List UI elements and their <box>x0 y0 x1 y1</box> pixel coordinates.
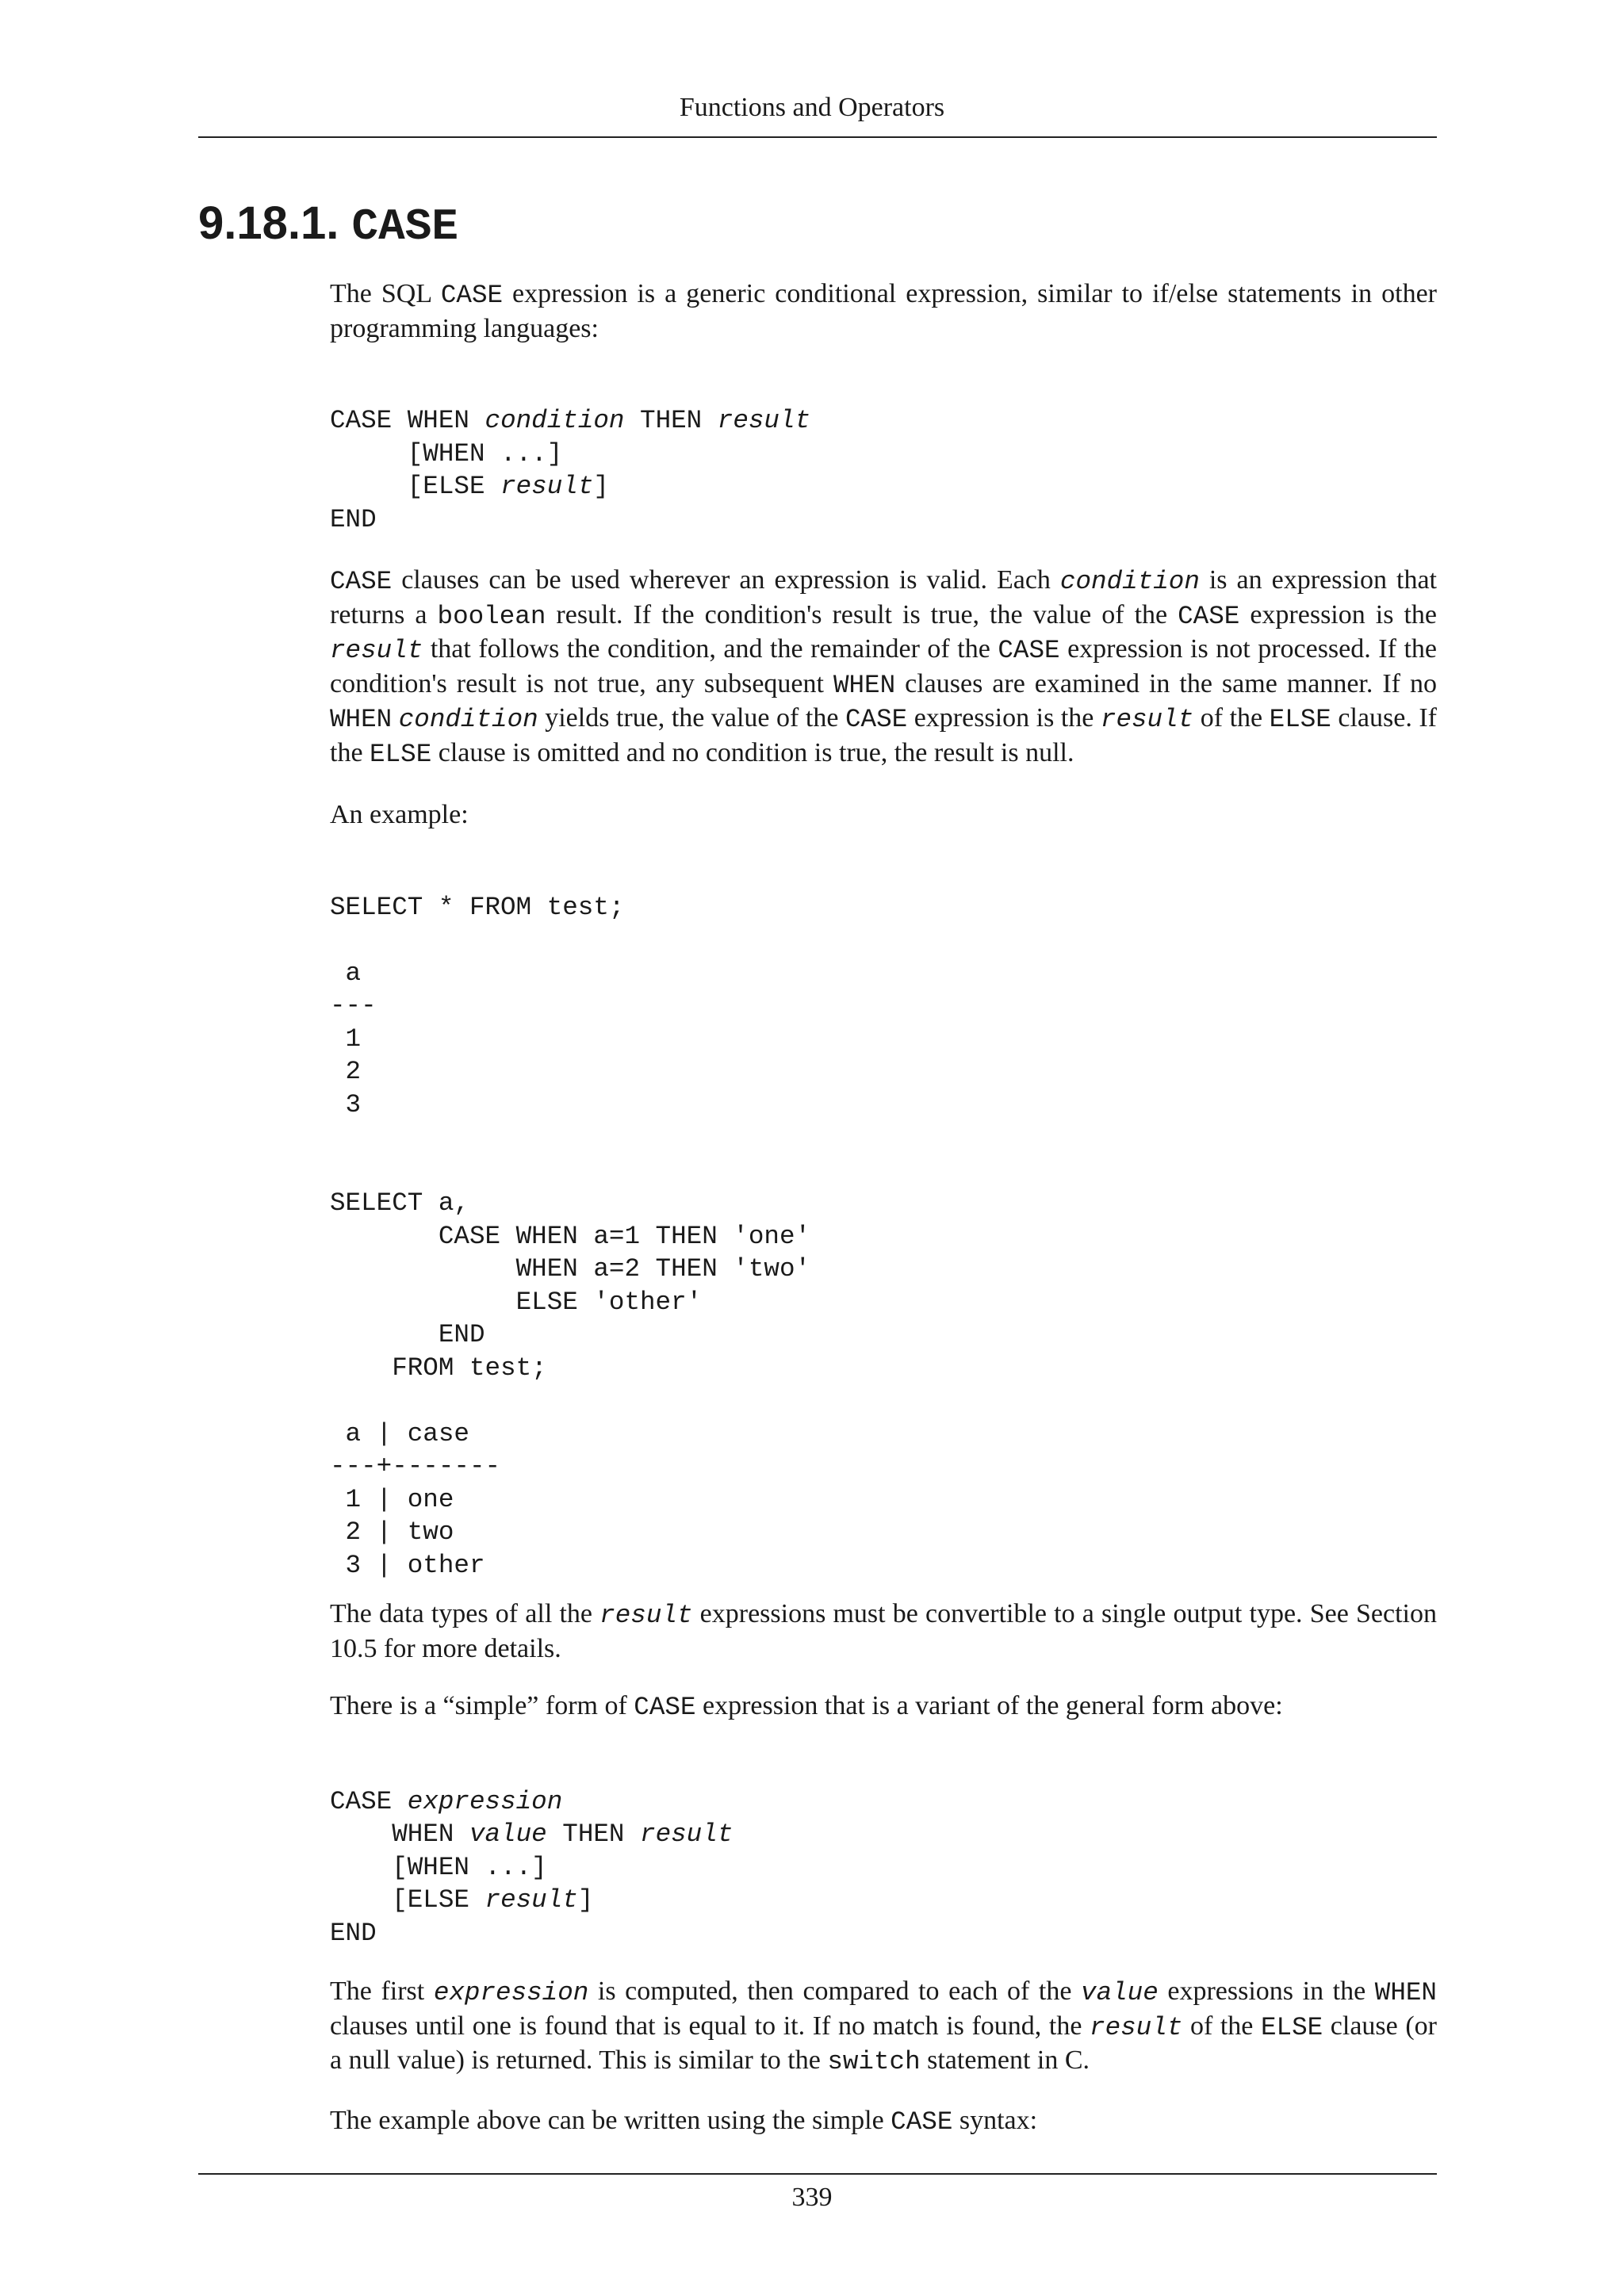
example-label: An example: <box>330 800 469 829</box>
section-number: 9.18.1. <box>198 197 339 249</box>
case-syntax-code-block: CASE WHEN condition THEN result [WHEN ...] [ELSE result] END <box>330 406 811 534</box>
section-heading <box>198 195 458 255</box>
example-code-block: SELECT * FROM test; a --- 1 2 3 SELECT a, CASE WHEN a=1 THEN 'one' WHEN a=2 THEN 'two' ELSE 'other' END FROM test; a | case ---+------- 1 | one 2 | two 3 | other <box>330 892 811 1580</box>
section-title: CASE <box>351 201 458 252</box>
header-rule <box>198 136 1437 138</box>
simple-form-paragraph: There is a “simple” form of CASE expression that is a variant of the general form above: <box>330 1691 1283 1722</box>
intro-paragraph: The SQL CASE expression is a generic conditional expression, similar to if/else statements in other programming languages: <box>330 279 1437 343</box>
section-body <box>330 277 1437 2138</box>
case-explanation-paragraph: CASE clauses can be used wherever an expression is valid. Each condition is an expression that returns a boolean result. If the condition's result is true, the value of the CASE expression is the result that follows the condition, and the remainder of the CASE expression is not processed. If the condition's result is not true, any subsequent WHEN clauses are examined in the same manner. If no WHEN condition yields true, the value of the CASE expression is the result of the ELSE clause. If the ELSE clause is omitted and no condition is true, the result is null. <box>330 565 1438 769</box>
data-types-paragraph: The data types of all the result expressions must be convertible to a single output type. See Section 10.5 for more details. <box>330 1599 1437 1663</box>
page-number: 339 <box>791 2183 833 2212</box>
footer-rule <box>198 2173 1437 2175</box>
simple-form-explanation-paragraph: The first expression is computed, then compared to each of the value expressions in the WHEN clauses until one is found that is equal to it. If no match is found, the result of the ELSE clause (or a null value) is returned. This is similar to the switch statement in C. <box>330 1976 1437 2076</box>
running-header: Functions and Operators <box>679 93 945 122</box>
simple-syntax-example-paragraph: The example above can be written using the simple CASE syntax: <box>330 2105 1038 2137</box>
simple-case-syntax-code-block: CASE expression WHEN value THEN result [WHEN ...] [ELSE result] END <box>330 1786 733 1948</box>
